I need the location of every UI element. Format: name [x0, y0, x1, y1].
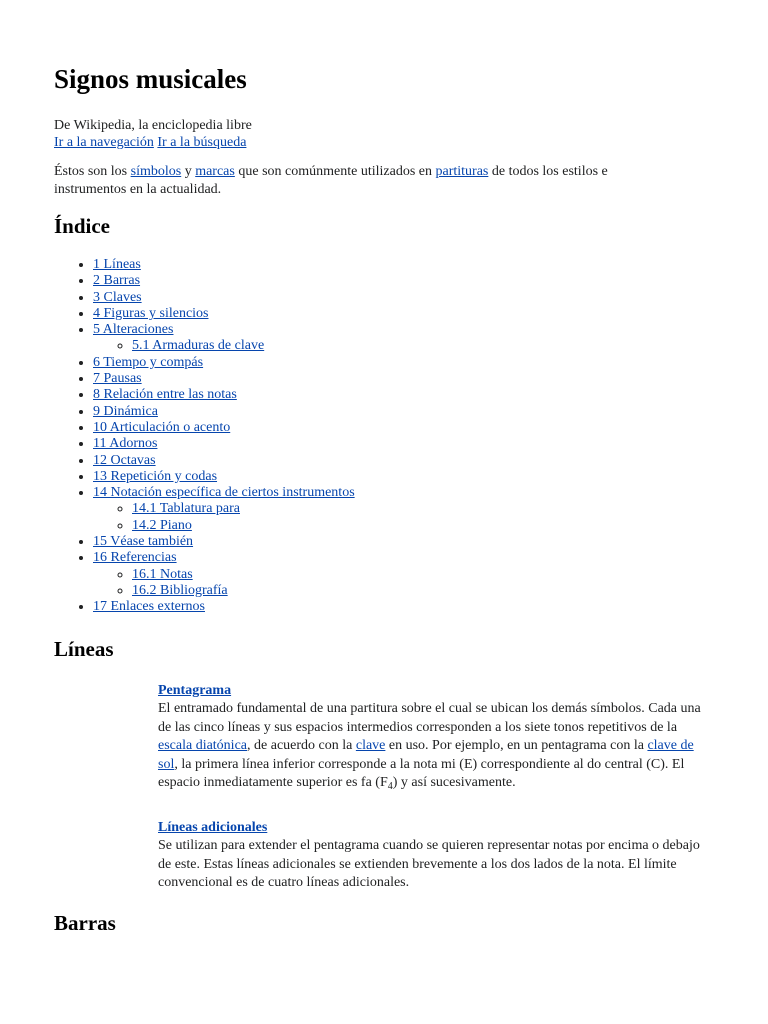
- toc-item: [93, 306, 355, 322]
- toc-link-alteraciones[interactable]: 5 Alteraciones: [93, 322, 174, 338]
- toc-sublist: [93, 338, 355, 354]
- toc-link-tablatura[interactable]: 14.1 Tablatura para: [132, 501, 240, 517]
- toc-item: [93, 404, 355, 420]
- jump-links: [54, 134, 246, 151]
- intro-paragraph: [54, 163, 674, 199]
- pentagrama-link[interactable]: Pentagrama: [158, 683, 232, 698]
- toc-link-enlaces[interactable]: 17 Enlaces externos: [93, 599, 205, 615]
- toc-link-vease[interactable]: 15 Véase también: [93, 534, 194, 550]
- lineas-adicionales-link[interactable]: Líneas adicionales: [158, 820, 268, 835]
- toc-subitem: [132, 518, 355, 534]
- toc-item: [93, 534, 355, 550]
- toc-sublist: [93, 501, 355, 534]
- toc-item: [93, 371, 355, 387]
- toc-sublist: [93, 567, 355, 600]
- toc-link-notacion[interactable]: 14 Notación específica de ciertos instrumentos: [93, 485, 355, 501]
- text: El entramado fundamental de una partitura sobre el cual se ubican los demás símbolos. Cada una de las cinco líneas y sus espacios intermedios corresponden a los siete tonos repetitivos de la: [158, 701, 701, 735]
- toc-item: [93, 257, 355, 273]
- escala-diatonica-link[interactable]: escala diatónica: [158, 738, 248, 754]
- toc-link-referencias[interactable]: 16 Referencias: [93, 550, 177, 566]
- toc-link-articulacion[interactable]: 10 Articulación o acento: [93, 419, 231, 435]
- term: [158, 682, 706, 700]
- toc-item: [93, 273, 355, 289]
- toc-item: [93, 420, 355, 436]
- toc-link-tiempo[interactable]: 6 Tiempo y compás: [93, 354, 204, 370]
- definition-pentagrama: [158, 682, 706, 792]
- simbolos-link[interactable]: símbolos: [130, 164, 182, 179]
- toc-subitem: [132, 501, 355, 517]
- toc-item: [93, 322, 355, 355]
- toc-link-armaduras[interactable]: 5.1 Armaduras de clave: [132, 338, 265, 354]
- clave-link[interactable]: clave: [355, 738, 386, 754]
- toc-subitem: [132, 583, 355, 599]
- toc-item: [93, 485, 355, 534]
- toc-link-bibliografia[interactable]: 16.2 Bibliografía: [132, 582, 228, 598]
- partituras-link[interactable]: partituras: [435, 164, 489, 179]
- toc-link-figuras[interactable]: 4 Figuras y silencios: [93, 305, 209, 321]
- definition-text: Se utilizan para extender el pentagrama cuando se quieren representar notas por encima o debajo de este. Estas líneas adicionales se extienden brevemente a los dos lados de la nota. El límite convencional es de cuatro líneas adicionales.: [158, 838, 700, 891]
- toc-link-piano[interactable]: 14.2 Piano: [132, 517, 192, 533]
- section-heading-lineas: Líneas: [54, 637, 114, 661]
- toc-item: [93, 355, 355, 371]
- section-heading-barras: Barras: [54, 911, 116, 935]
- site-tagline: De Wikipedia, la enciclopedia libre: [54, 118, 252, 133]
- page-title: Signos musicales: [54, 64, 247, 94]
- definition-lineas-adicionales: [158, 819, 706, 893]
- toc-item: [93, 436, 355, 452]
- toc-link-claves[interactable]: 3 Claves: [93, 289, 142, 305]
- toc-item: [93, 290, 355, 306]
- toc-subitem: [132, 338, 355, 354]
- marcas-link[interactable]: marcas: [195, 164, 235, 179]
- text: en uso. Por ejemplo, en un pentagrama con la: [385, 738, 648, 754]
- toc-link-notas[interactable]: 16.1 Notas: [132, 566, 193, 582]
- toc-link-adornos[interactable]: 11 Adornos: [93, 436, 158, 452]
- toc-subitem: [132, 567, 355, 583]
- toc-link-octavas[interactable]: 12 Octavas: [93, 452, 156, 468]
- text: , la primera línea inferior corresponde a la nota mi (E) correspondiente al do central (C). El espacio inmediatamente superior es fa (F: [158, 756, 685, 791]
- clave-de-sol-link[interactable]: clave de sol: [158, 738, 694, 772]
- jump-to-navigation-link[interactable]: Ir a la navegación: [54, 135, 154, 150]
- text: , de acuerdo con la: [247, 738, 356, 754]
- intro-text: y: [181, 164, 196, 179]
- intro-text: que son comúnmente utilizados en: [234, 164, 436, 179]
- toc-link-lineas[interactable]: 1 Líneas: [93, 257, 141, 272]
- toc-link-barras[interactable]: 2 Barras: [93, 273, 141, 289]
- term: [158, 819, 706, 837]
- text: ) y así sucesivamente.: [392, 775, 516, 791]
- toc-item: [93, 599, 355, 615]
- toc-link-pausas[interactable]: 7 Pausas: [93, 371, 142, 387]
- toc-link-dinamica[interactable]: 9 Dinámica: [93, 403, 158, 419]
- intro-text: de todos los estilos e instrumentos en la actualidad.: [54, 164, 608, 197]
- toc-item: [93, 550, 355, 599]
- toc-item: [93, 469, 355, 485]
- toc-link-repeticion[interactable]: 13 Repetición y codas: [93, 468, 218, 484]
- toc-heading: Índice: [54, 214, 111, 238]
- jump-to-search-link[interactable]: Ir a la búsqueda: [157, 135, 247, 150]
- toc-item: [93, 453, 355, 469]
- intro-text: Éstos son los: [54, 164, 131, 179]
- table-of-contents: [54, 257, 355, 616]
- subscript: 4: [387, 781, 393, 793]
- toc-link-relacion[interactable]: 8 Relación entre las notas: [93, 387, 237, 403]
- toc-item: [93, 387, 355, 403]
- definition-text: [158, 700, 706, 792]
